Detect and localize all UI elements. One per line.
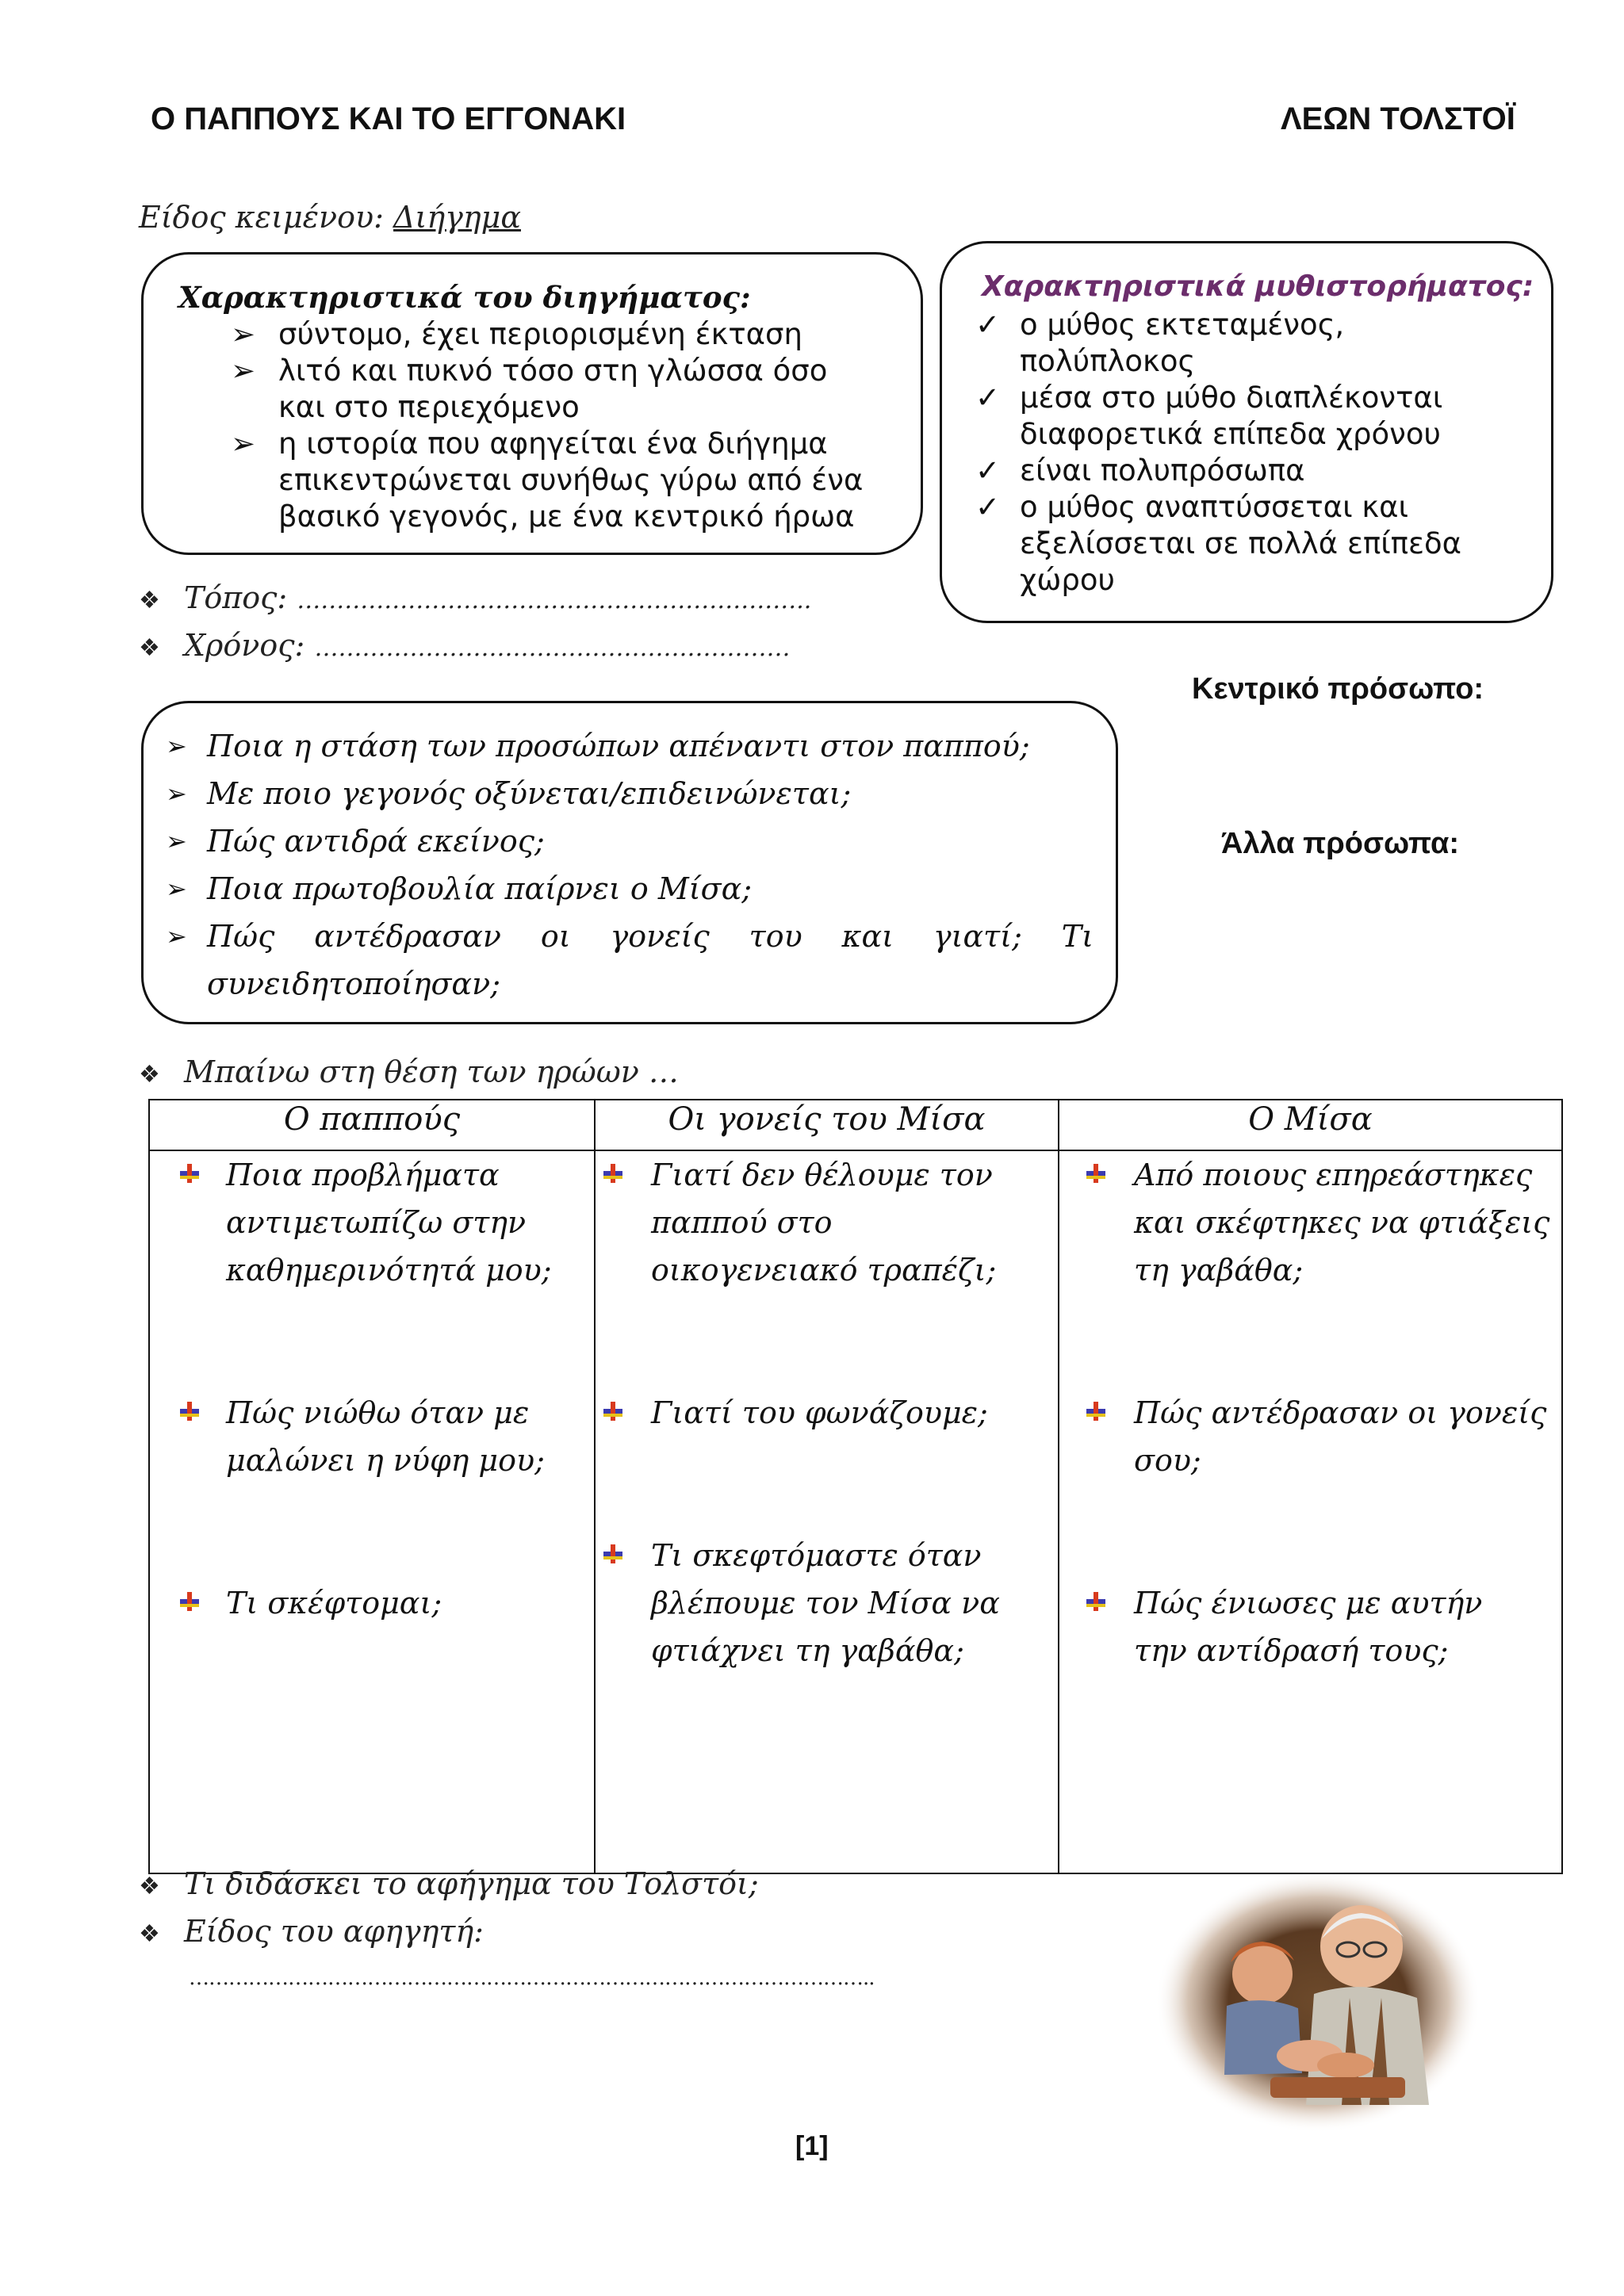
cell-line: οικογενειακό τραπέζι;: [651, 1253, 997, 1288]
narrator-question-text: Είδος του αφηγητή:: [184, 1914, 484, 1949]
short-story-list: [231, 316, 881, 535]
list-item: [166, 913, 1094, 960]
place-line: [139, 580, 811, 615]
cell-question: [651, 1532, 1000, 1674]
cross-bullet-icon: [603, 1164, 622, 1183]
cell-line: Πώς ένιωσες με αυτήν: [1134, 1586, 1483, 1621]
cell-line: καθημερινότητά μου;: [226, 1253, 552, 1288]
cell-question: [226, 1151, 552, 1294]
table-row: [149, 1150, 1562, 1873]
grandfather-child-illustration: [1151, 1867, 1484, 2137]
cross-bullet-icon: [1086, 1402, 1105, 1421]
narrator-question-line: [139, 1914, 484, 1949]
cell-line: Πώς αντέδρασαν οι γονείς: [1134, 1395, 1547, 1430]
cell-line: αντιμετωπίζω στην: [226, 1205, 527, 1240]
cell-question: [651, 1151, 996, 1294]
diamond-bullet-icon: ❖: [139, 1873, 160, 1900]
place-blank: ………………………………………………………..: [297, 587, 812, 614]
item-line: σύντομο, έχει περιορισμένη έκταση: [278, 317, 802, 351]
novel-characteristics-box: [940, 241, 1553, 623]
cell-line: βλέπουμε τον Μίσα να: [651, 1586, 1000, 1621]
list-item: [166, 817, 1094, 865]
time-line: [139, 628, 790, 663]
diamond-bullet-icon: ❖: [139, 1920, 160, 1948]
other-persons-label: Άλλα πρόσωπα:: [1221, 827, 1460, 860]
roleplay-table: [148, 1099, 1563, 1874]
cell-question: [651, 1389, 988, 1437]
parents-questions-cell: [595, 1150, 1059, 1873]
cell-line: Τι σκεφτόμαστε όταν: [651, 1538, 982, 1573]
arrow-bullet-icon: ➢: [166, 921, 187, 951]
roleplay-intro-text: Μπαίνω στη θέση των ηρώων …: [184, 1054, 679, 1089]
cross-bullet-icon: [1086, 1592, 1105, 1611]
diamond-bullet-icon: ❖: [139, 587, 160, 614]
list-item: [975, 380, 1530, 453]
question-text: Ποια πρωτοβουλία παίρνει ο Μίσα;: [207, 871, 753, 906]
genre-value: Διήγημα: [393, 200, 521, 235]
cell-line: Γιατί δεν θέλουμε τον: [651, 1158, 993, 1192]
cell-line: Από ποιους επηρεάστηκες: [1134, 1158, 1533, 1192]
cross-bullet-icon: [1086, 1164, 1105, 1183]
cross-bullet-icon: [603, 1544, 622, 1563]
item-line: πολύπλοκος: [1020, 344, 1196, 378]
worksheet-title: Ο ΠΑΠΠΟΥΣ ΚΑΙ ΤΟ ΕΓΓΟΝΑΚΙ: [151, 101, 626, 136]
cell-line: Τι σκέφτομαι;: [226, 1586, 442, 1621]
cell-line: φτιάχνει τη γαβάθα;: [651, 1633, 964, 1668]
question-text: Ποια η στάση των προσώπων απέναντι στον παππού;: [207, 729, 1030, 763]
cross-bullet-icon: [603, 1402, 622, 1421]
list-item: [166, 770, 1094, 817]
author-name: ΛΕΩΝ ΤΟΛΣΤΟΪ: [1281, 101, 1515, 136]
page-number: [1]: [795, 2131, 829, 2161]
list-item: [975, 307, 1530, 380]
item-line: και στο περιεχόμενο: [278, 390, 580, 424]
list-item: [975, 489, 1530, 599]
grandfather-questions-cell: [149, 1150, 595, 1873]
check-icon: ✓: [975, 381, 1001, 415]
place-label: Τόπος:: [184, 580, 288, 615]
check-icon: ✓: [975, 453, 1001, 488]
item-line: μέσα στο μύθο διαπλέκονται: [1020, 381, 1443, 415]
column-header-grandfather: Ο παππούς: [149, 1100, 595, 1150]
cross-bullet-icon: [180, 1402, 199, 1421]
question-text: συνειδητοποίησαν;: [207, 966, 500, 1001]
item-line: επικεντρώνεται συνήθως γύρω από ένα: [278, 463, 864, 497]
lesson-question-line: [139, 1866, 759, 1901]
time-label: Χρόνος:: [184, 628, 305, 663]
list-item: [231, 426, 881, 535]
cell-line: Γιατί του φωνάζουμε;: [651, 1395, 988, 1430]
cross-bullet-icon: [180, 1164, 199, 1183]
novel-box-title: Χαρακτηριστικά μυθιστορήματος:: [982, 270, 1534, 303]
diamond-bullet-icon: ❖: [139, 634, 160, 662]
list-item: [166, 865, 1094, 913]
item-line: διαφορετικά επίπεδα χρόνου: [1020, 417, 1441, 451]
item-line: βασικό γεγονός, με ένα κεντρικό ήρωα: [278, 499, 855, 534]
cell-line: και σκέφτηκες να φτιάξεις: [1134, 1205, 1550, 1240]
cell-question: [1134, 1151, 1549, 1294]
cell-line: την αντίδρασή τους;: [1134, 1633, 1449, 1668]
short-story-characteristics-box: [141, 252, 923, 555]
time-blank: ……………………………………………………: [314, 634, 791, 662]
arrow-bullet-icon: ➢: [231, 317, 256, 351]
item-line: λιτό και πυκνό τόσο στη γλώσσα όσο: [278, 354, 828, 388]
arrow-bullet-icon: ➢: [166, 826, 187, 856]
arrow-bullet-icon: ➢: [231, 354, 256, 388]
genre-line: [139, 200, 521, 235]
list-item: [975, 453, 1530, 489]
arrow-bullet-icon: ➢: [166, 731, 187, 761]
list-item-continuation: [166, 960, 1094, 1008]
item-line: η ιστορία που αφηγείται ένα διήγημα: [278, 427, 828, 461]
cell-line: τη γαβάθα;: [1134, 1253, 1304, 1288]
diamond-bullet-icon: ❖: [139, 1061, 160, 1089]
cell-question: [1134, 1579, 1482, 1674]
cell-line: παππού στο: [651, 1205, 833, 1240]
column-header-parents: Οι γονείς του Μίσα: [595, 1100, 1059, 1150]
cell-line: Ποια προβλήματα: [226, 1158, 500, 1192]
table-header-row: [149, 1100, 1562, 1150]
arrow-bullet-icon: ➢: [231, 427, 256, 461]
genre-label: Είδος κειμένου:: [139, 200, 384, 235]
column-header-misa: Ο Μίσα: [1059, 1100, 1562, 1150]
item-line: χώρου: [1020, 563, 1115, 597]
check-icon: ✓: [975, 490, 1001, 524]
narrator-answer-blank: …………………………………………………………………………………………..: [189, 1966, 875, 1990]
item-line: εξελίσσεται σε πολλά επίπεδα: [1020, 526, 1462, 561]
misa-questions-cell: [1059, 1150, 1562, 1873]
arrow-bullet-icon: ➢: [166, 874, 187, 904]
lesson-question-text: Τι διδάσκει το αφήγημα του Τολστόι;: [184, 1866, 759, 1901]
cell-line: σου;: [1134, 1443, 1201, 1478]
list-item: [231, 316, 881, 353]
cell-question: [1134, 1389, 1546, 1484]
novel-list: [975, 307, 1530, 599]
question-text: Με ποιο γεγονός οξύνεται/επιδεινώνεται;: [207, 776, 852, 811]
question-text: Πώς αντιδρά εκείνος;: [207, 824, 545, 859]
cell-line: Πώς νιώθω όταν με: [226, 1395, 530, 1430]
questions-list: [166, 722, 1094, 1008]
item-line: ο μύθος εκτεταμένος,: [1020, 308, 1345, 342]
cell-line: μαλώνει η νύφη μου;: [226, 1443, 545, 1478]
cell-question: [226, 1389, 545, 1484]
question-text: Πώς αντέδρασαν οι γονείς του και γιατί; Τι: [207, 919, 1094, 954]
central-person-label: Κεντρικό πρόσωπο:: [1192, 672, 1484, 706]
item-line: ο μύθος αναπτύσσεται και: [1020, 490, 1409, 524]
roleplay-intro-line: [139, 1054, 679, 1089]
questions-box: [141, 701, 1118, 1024]
short-story-box-title: Χαρακτηριστικά του διηγήματος:: [178, 280, 751, 315]
list-item: [231, 353, 881, 426]
item-line: είναι πολυπρόσωπα: [1020, 453, 1305, 488]
cell-question: [226, 1579, 442, 1627]
list-item: [166, 722, 1094, 770]
arrow-bullet-icon: ➢: [166, 779, 187, 809]
check-icon: ✓: [975, 308, 1001, 342]
cross-bullet-icon: [180, 1592, 199, 1611]
